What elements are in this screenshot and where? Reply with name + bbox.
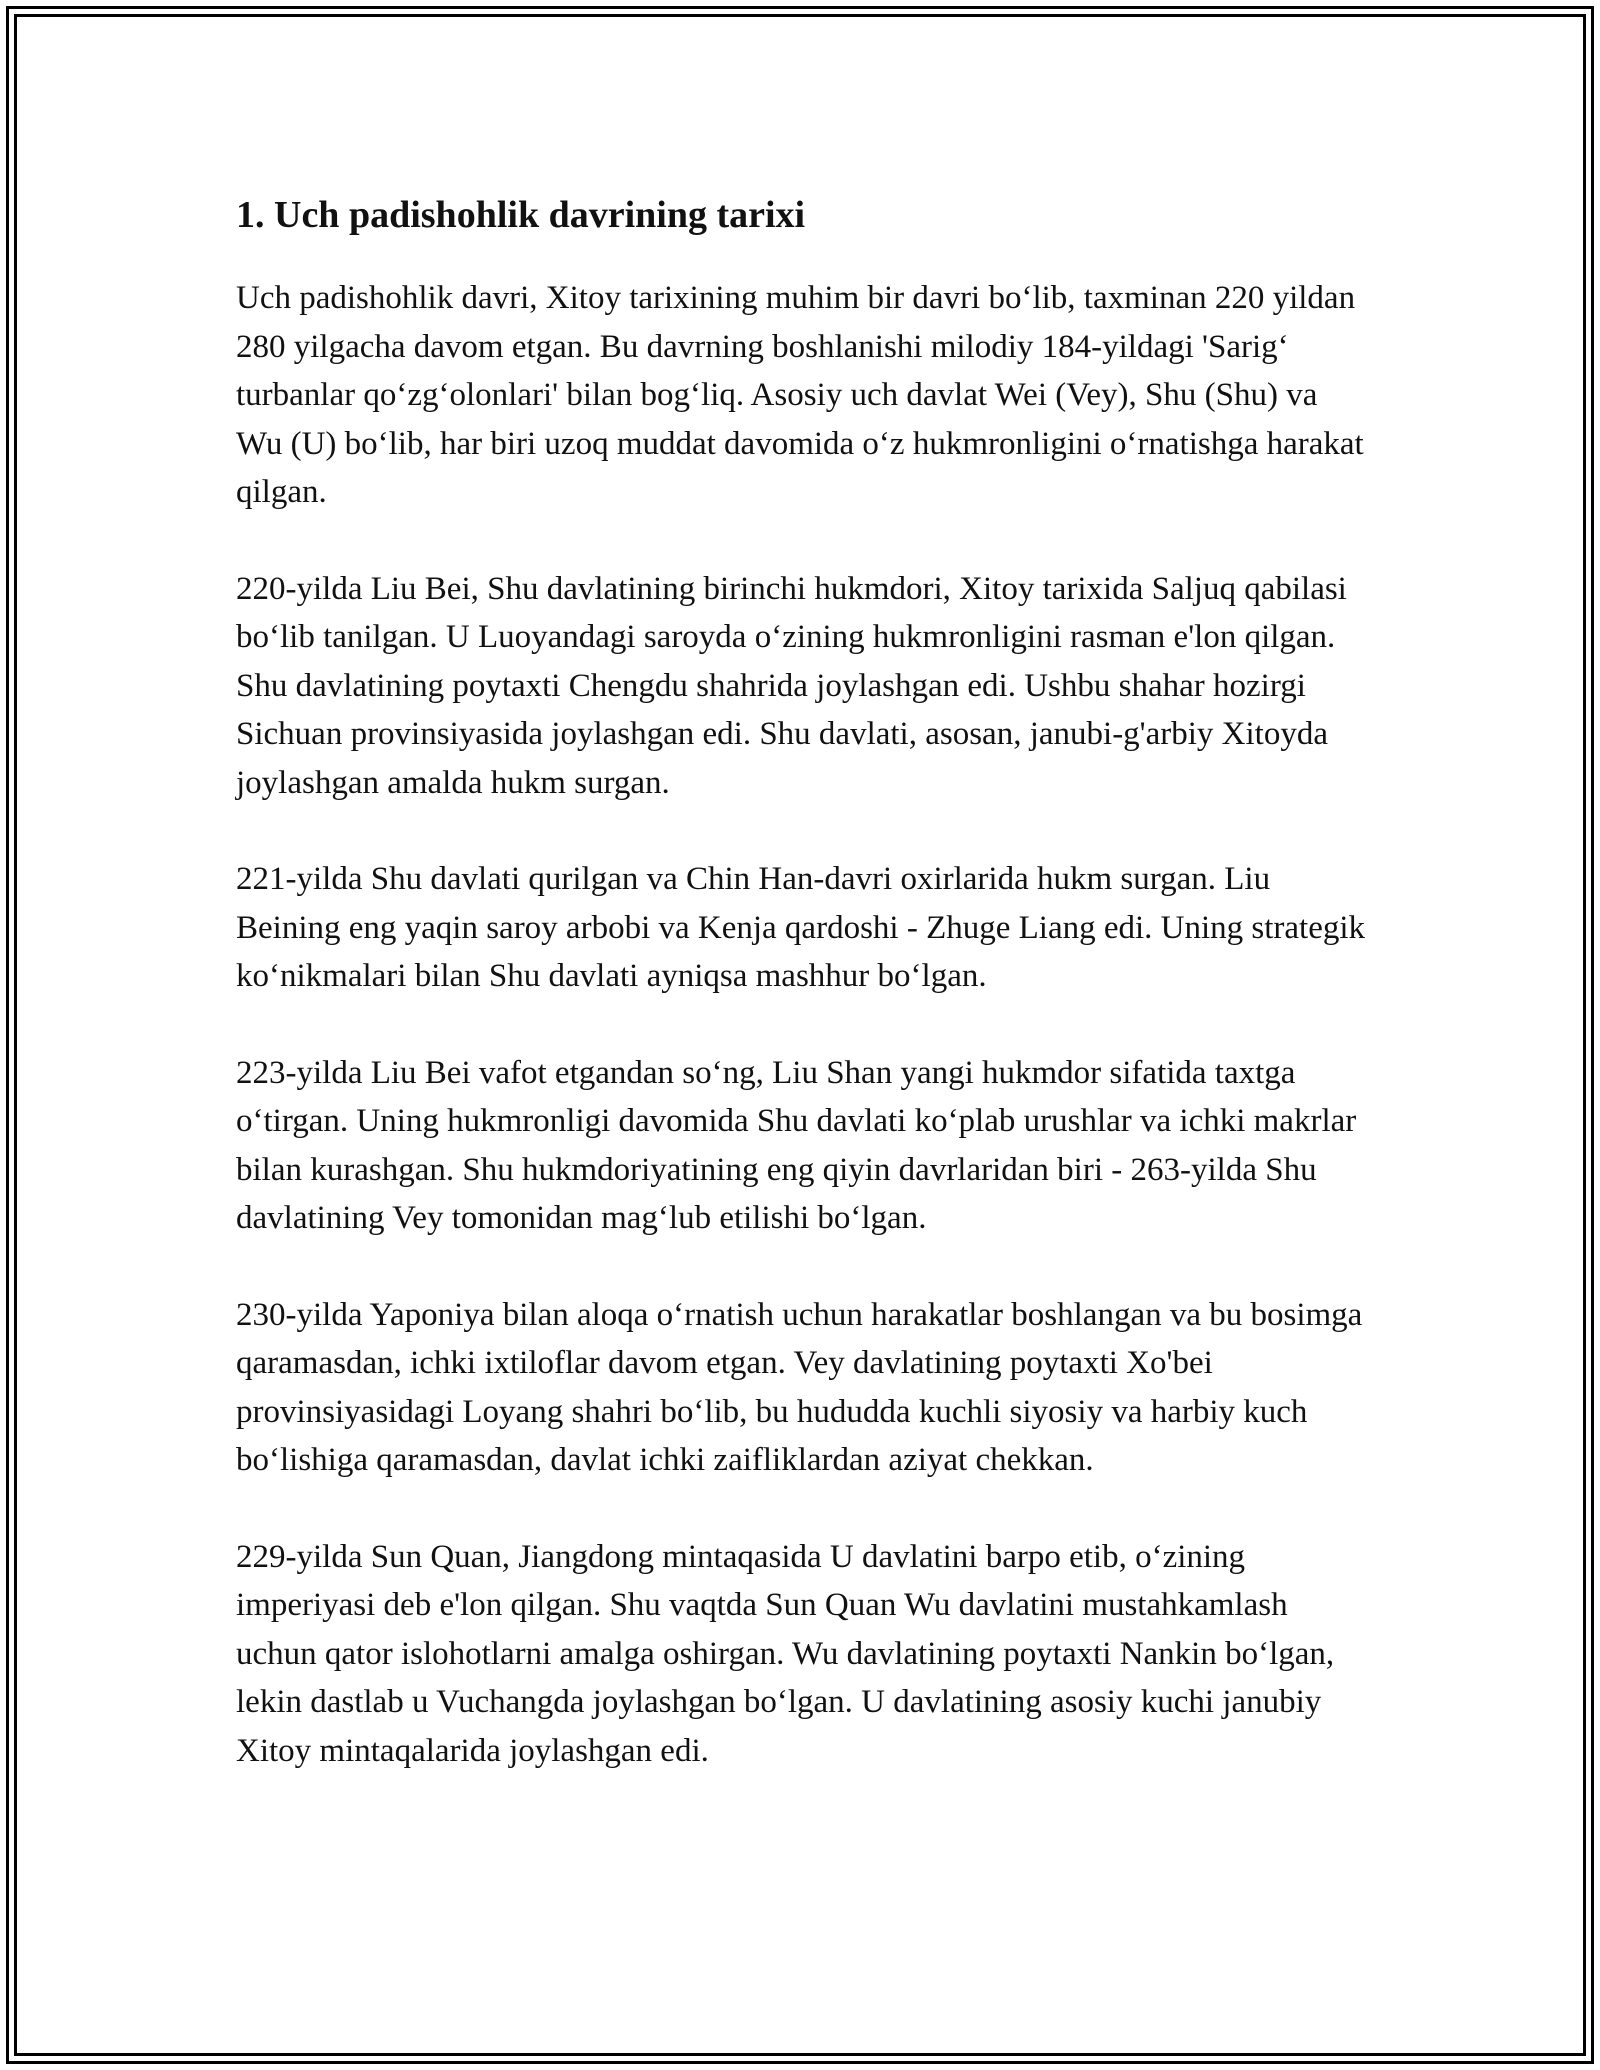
paragraph-4: 223-yilda Liu Bei vafot etgandan so‘ng, Liu Shan yangi hukmdor sifatida taxtga o‘tirgan. Uning hukmronligi davomida Shu davlati ko‘plab urushlar va ichki makrlar bilan kurashgan. Shu hukmdoriyatining eng qiyin davrlaridan biri - 263-yilda Shu davlatining Vey tomonidan mag‘lub etilishi bo‘lgan.: [236, 1054, 1357, 1236]
paragraph-1: Uch padishohlik davri, Xitoy tarixining muhim bir davri bo‘lib, taxminan 220 yildan 280 yilgacha davom etgan. Bu davrning boshlanishi milodiy 184-yildagi 'Sarig‘ turbanlar qo‘zg‘olonlari' bilan bog‘liq. Asosiy uch davlat Wei (Vey), Shu (Shu) va Wu (U) bo‘lib, har biri uzoq muddat davomida o‘z hukmronligini o‘rnatishga harakat qilgan.: [236, 280, 1364, 510]
paragraph-5: 230-yilda Yaponiya bilan aloqa o‘rnatish uchun harakatlar boshlangan va bu bosimga qaramasdan, ichki ixtiloflar davom etgan. Vey davlatining poytaxti Xo'bei provinsiyasidagi Loyang shahri bo‘lib, bu hududda kuchli siyosiy va harbiy kuch bo‘lishiga qaramasdan, davlat ichki zaifliklardan aziyat chekkan.: [236, 1296, 1363, 1478]
paragraph-3: 221-yilda Shu davlati qurilgan va Chin Han-davri oxirlarida hukm surgan. Liu Beining eng yaqin saroy arbobi va Kenja qardoshi - Zhuge Liang edi. Uning strategik ko‘nikmalari bilan Shu davlati ayniqsa mashhur bo‘lgan.: [236, 861, 1366, 994]
paragraph-6: 229-yilda Sun Quan, Jiangdong mintaqasida U davlatini barpo etib, o‘zining imperiyasi deb e'lon qilgan. Shu vaqtda Sun Quan Wu davlatini mustahkamlash uchun qator islohotlarni amalga oshirgan. Wu davlatining poytaxti Nankin bo‘lgan, lekin dastlab u Vuchangda joylashgan bo‘lgan. U davlatining asosiy kuchi janubiy Xitoy mintaqalarida joylashgan edi.: [236, 1538, 1335, 1769]
document-body: [236, 186, 1366, 1823]
paragraph-2: 220-yilda Liu Bei, Shu davlatining birinchi hukmdori, Xitoy tarixida Saljuq qabilasi bo‘lib tanilgan. U Luoyandagi saroyda o‘zining hukmronligini rasman e'lon qilgan. Shu davlatining poytaxti Chengdu shahrida joylashgan edi. Ushbu shahar hozirgi Sichuan provinsiyasida joylashgan edi. Shu davlati, asosan, janubi-g'arbiy Xitoyda joylashgan amalda hukm surgan.: [236, 570, 1347, 801]
section-heading: 1. Uch padishohlik davrining tarixi: [236, 194, 806, 236]
